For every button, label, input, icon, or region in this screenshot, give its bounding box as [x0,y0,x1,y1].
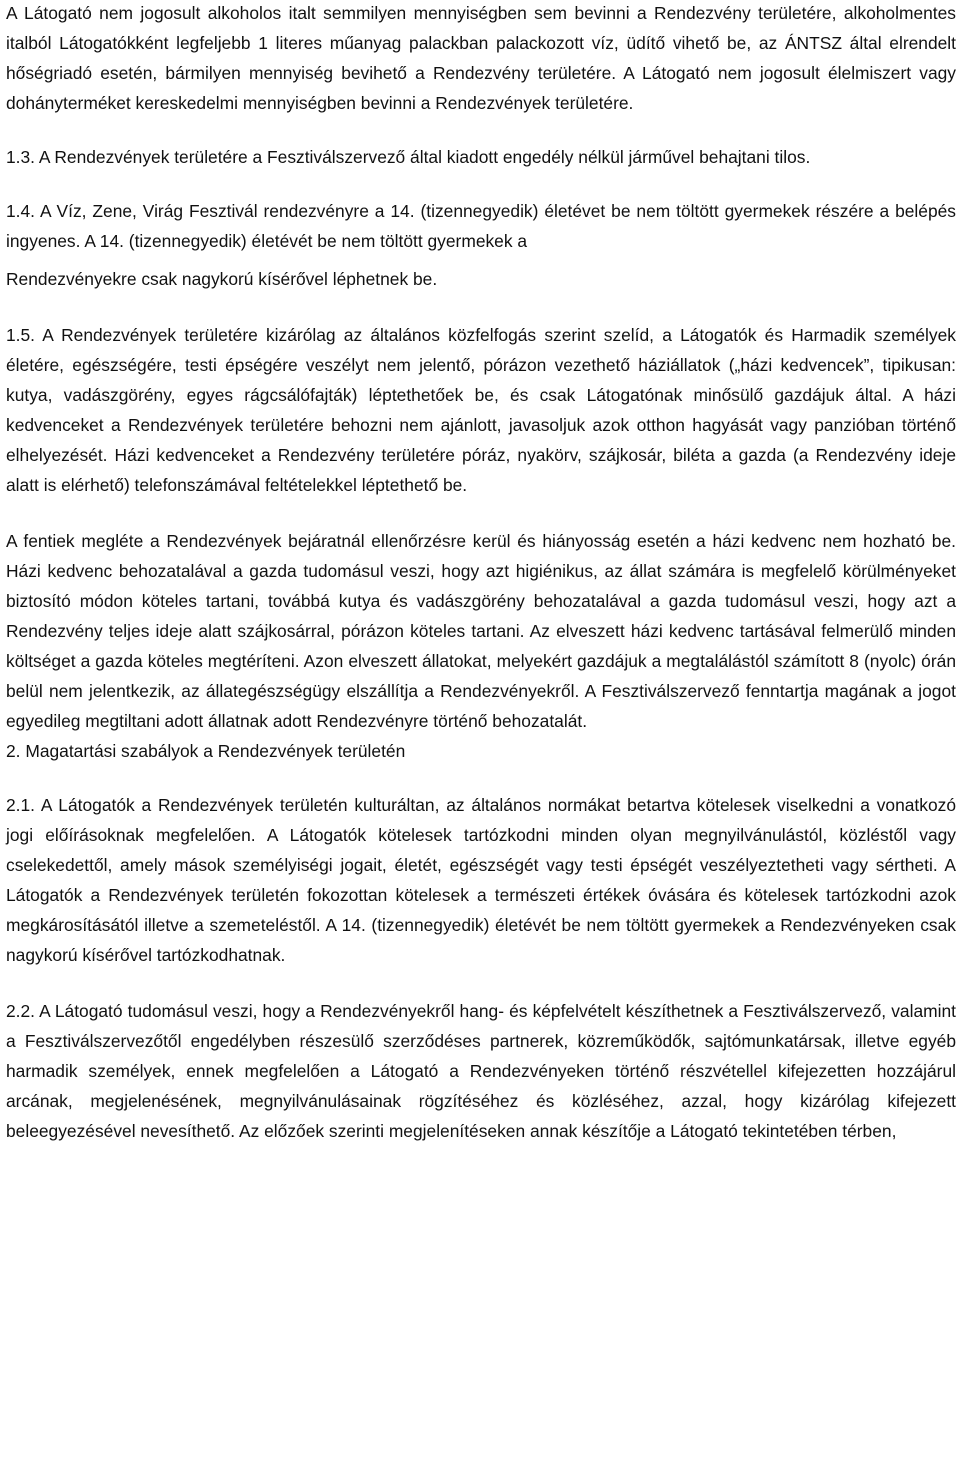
document-page [6,0,956,1146]
paragraph-pets-conditions: A fentiek megléte a Rendezvények bejáratnál ellenőrzésre kerül és hiányosság esetén a házi kedvenc nem hozható be. Házi kedvenc behozatalával a gazda tudomásul veszi, hogy azt higiénikus, az állat számára is megfelelő körülményeket biztosító módon köteles tartani, továbbá kutya és vadászgörény behozatalával a gazda tudomásul veszi, hogy azt a Rendezvény teljes ideje alatt szájkosárral, pórázon köteles tartani. Az elveszett házi kedvenc tartásával felmerülő minden költséget a gazda köteles megtéríteni. Azon elveszett állatokat, melyekért gazdájuk a megtalálástól számított 8 (nyolc) órán belül nem jelentkezik, az állategészségügy elszállítja a Rendezvényekről. A Fesztiválszervező fenntartja magának a jogot egyedileg megtiltani adott állatnak adott Rendezvényre történő behozatalát. [6,531,956,731]
paragraph-1-4: 1.4. A Víz, Zene, Virág Fesztivál rendezvényre a 14. (tizennegyedik) életévet be nem töltött gyermekek részére a belépés ingyenes. A 14. (tizennegyedik) életévét be nem töltött gyermekek a [6,201,956,251]
paragraph-2-1: 2.1. A Látogatók a Rendezvények területén kulturáltan, az általános normákat betartva kötelesek viselkedni a vonatkozó jogi előírásoknak megfelelően. A Látogatók kötelesek tartózkodni minden olyan megnyilvánulástól, közléstől vagy cselekedettől, amely mások személyiségi jogait, életét, egészségét vagy testi épségét veszélyeztetheti vagy sértheti. A Látogatók a Rendezvények területén fokozottan kötelesek a természeti értékek óvására és kötelesek tartózkodni azok megkárosításától illetve a szemeteléstől. A 14. (tizennegyedik) életévét be nem töltött gyermekek a Rendezvényeken csak nagykorú kísérővel tartózkodhatnak. [6,795,956,965]
paragraph-1-4-continued: Rendezvényekre csak nagykorú kísérővel léphetnek be. [6,269,438,289]
paragraph-2-2: 2.2. A Látogató tudomásul veszi, hogy a Rendezvényekről hang- és képfelvételt készíthetnek a Fesztiválszervező, valamint a Fesztiválszervezőtől engedélyben részesülő szerződéses partnerek, közreműködők, sajtómunkatársak, illetve egyéb harmadik személyek, ennek megfelelően a Látogató a Rendezvényeken történő részvétellel kifejezetten hozzájárul arcának, megjelenésének, megnyilvánulásainak rögzítéséhez és közléséhez, azzal, hogy kizárólag kifejezett beleegyezésével nevesíthető. Az előzőek szerinti megjelenítéseken annak készítője a Látogató tekintetében térben, [6,1001,956,1141]
paragraph-1-3: 1.3. A Rendezvények területére a Fesztiválszervező által kiadott engedély nélkül járművel behajtani tilos. [6,147,811,167]
paragraph-1-5: 1.5. A Rendezvények területére kizárólag az általános közfelfogás szerint szelíd, a Látogatók és Harmadik személyek életére, egészségére, testi épségére veszélyt nem jelentő, pórázon vezethető háziállatok („házi kedvencek”, tipikusan: kutya, vadászgörény, egyes rágcsálófajták) léptethetőek be, és csak Látogatónak minősülő gazdájuk által. A házi kedvenceket a Rendezvények területére behozni nem ajánlott, javasoljuk azok otthon hagyását vagy panzióban történő elhelyezését. Házi kedvenceket a Rendezvény területére póráz, nyakörv, szájkosár, biléta a gazda (a Rendezvény ideje alatt is elérhető) telefonszámával feltételekkel léptethető be. [6,325,956,495]
paragraph-intro-continued: A Látogató nem jogosult alkoholos italt semmilyen mennyiségben sem bevinni a Rendezvény területére, alkoholmentes italból Látogatókként legfeljebb 1 literes műanyag palackban palackozott víz, üdítő vihető be, az ÁNTSZ által elrendelt hőségriadó esetén, bármilyen mennyiség bevihető a Rendezvény területére. A Látogató nem jogosult élelmiszert vagy dohányterméket kereskedelmi mennyiségben bevinni a Rendezvények területére. [6,3,956,113]
section-heading-2: 2. Magatartási szabályok a Rendezvények területén [6,741,406,761]
